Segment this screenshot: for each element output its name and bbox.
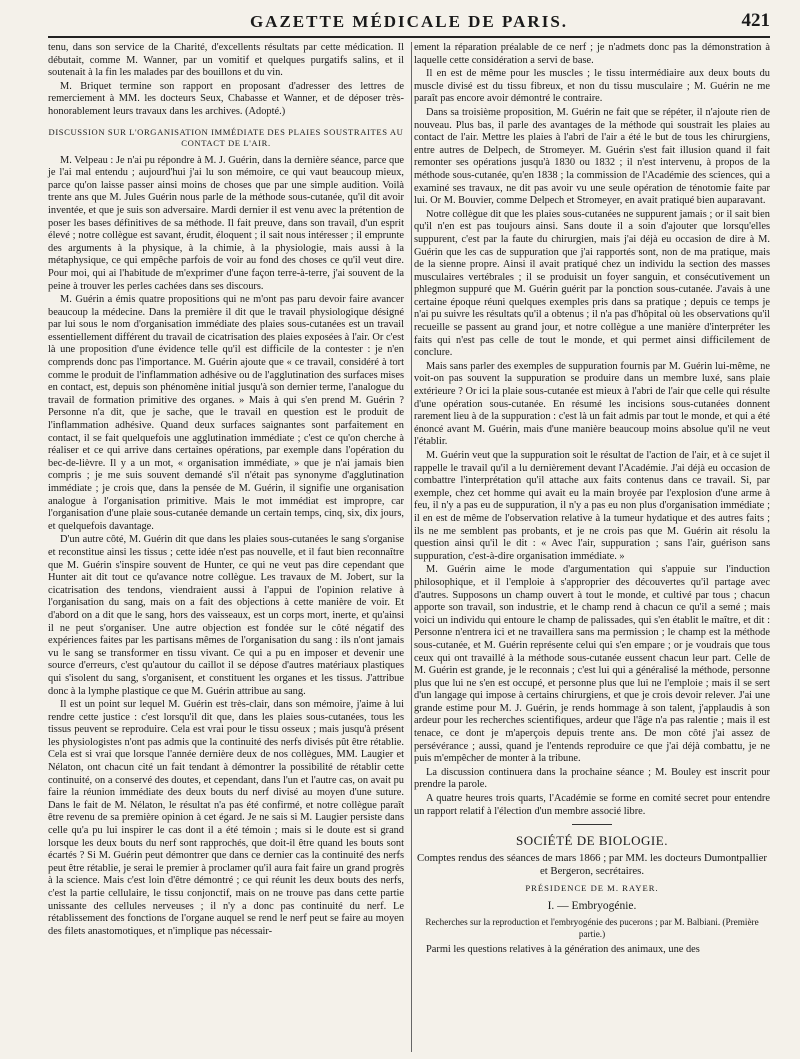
paragraph: A quatre heures trois quarts, l'Académie se forme en comité secret pour entendre un rapport relatif à l'élection d'un membre associé libre. [414, 793, 770, 817]
paragraph: La discussion continuera dans la prochaine séance ; M. Bouley est inscrit pour prendre la parole. [414, 766, 770, 791]
paragraph: M. Guérin aime le mode d'argumentation qui s'appuie sur l'induction philosophique, et il l'emploie à s'approprier des découvertes qu'il partage avec d'autres. Supposons un champ ouvert à tout le monde, et cultivé par tous ; chacun apporte son travail, son industrie, et le champ rend à chacun ce qu'il a semé ; mais voici un individu qui entoure le champ de palissades, qui s'en établit le maître, et dit : Personne n'entrera ici et ne travaillera sans ma permission ; le champ est la méthode sous-cutanée, et M. Guérin représente celui qui s'en empare ; or je voudrais que tous ceux qui ont travaillé à la méthode sous-cutanée eussent chacun leur part. Celle de M. Guérin est grande, je le reconnais ; c'est lui qui a généralisé la méthode, personne plus que lui ne s'en est occupé, et personne plus que lui ne l'emploie ; mais il se sert d'un langage qui impose à certains chirurgiens, et que je crois devoir relever. J'ai une grande estime pour M. J. Guérin, je rends hommage à son talent, j'applaudis à son ardeur pour les recherches scientifiques, ardeur que l'âge n'a pas ralentie ; mais il est tenace, ce dont je m'aperçois depuis trente ans. De mon côté j'ai assez de persévérance ; aussi, quand je l'entends reproduire ce que j'ai déjà combattu, je ne puis m'empêcher de monter à la tribune. [414, 564, 770, 765]
page-number: 421 [741, 10, 770, 31]
presidence-line: PRÉSIDENCE DE M. RAYER. [525, 882, 659, 893]
paragraph: Parmi les questions relatives à la génération des animaux, une des [426, 944, 700, 955]
chapter-heading: I. — Embryogénie. [547, 900, 637, 913]
paragraph: M. Guérin a émis quatre propositions qui ne m'ont pas paru devoir faire avancer beaucoup la médecine. Dans la première il dit que le travail physiologique désigné par lui sous le nom d'organisation immédiate des plaies sous-cutanées est un travail essentiellement différent du travail de cicatrisation des plaies exposées à l'air. Or c'est là une proposition d'une évidence telle qu'il est difficile de la contester : je n'en comprends donc pas l'importance. M. Guérin ajoute que « ce travail, considéré à tort comme le produit de l'inflammation adhésive ou de l'agglutination des surfaces mises en contact, est, depuis son phénomène initial jusqu'à son dernier terme, l'analogue du travail de formation primitive des organes. » Mais à qui s'en prend M. Guérin ? Personne n'a dit, que je sache, que le travail en question est le produit de l'inflammation adhésive. Quand deux surfaces saignantes sont parfaitement en contact, il se fait quelquefois une agglutination immédiate ; c'est ce qu'on cherche à réaliser et ce qui arrive dans certaines opérations, par exemple dans l'opération du bec-de-lièvre. Il y a un mot, « organisation immédiate, » que je n'ai jamais bien compris ; je me suis souvent demandé s'il n'était pas synonyme d'agglutination immédiate ; je crois que, dans la pensée de M. Guérin, il signifie une organisation analogue à l'organisation primitive. Mais le mot immédiat est impropre, car l'organisation d'une plaie sous-cutanée demande un certain temps, cinq, six, dix jours, et quelquefois davantage. [48, 294, 404, 532]
column-divider [411, 42, 412, 1052]
paragraph: Il est un point sur lequel M. Guérin est très-clair, dans son mémoire, j'aime à lui rendre cette justice : c'est lorsqu'il dit que, dans les plaies sous-cutanées, tous les tissus peuvent se reproduire. Cela est vrai pour le tissu osseux ; mais jusqu'à présent les physiologistes n'ont pas admis que la continuité des nerfs divisés pût être rétablie. Cela est si vrai que lorsque l'année dernière deux de nos collègues, MM. Laugier et Nélaton, ont chacun cité un fait tendant à démontrer la possibilité de rétablir cette continuité, on a conservé des doutes, et cependant, dans l'un et l'autre cas, on avait pu faire la réunion immédiate des deux bouts du nerf divisé au moyen d'une suture. Dans le fait de M. Nélaton, le résultat n'a pas été confirmé, et notre collègue paraît être revenu de sa première opinion à cet égard. Je ne sais si M. Laugier persiste dans celle qu'a pu lui inspirer le cas dont il a été témoin ; mais si le doute est si grand lorsque les deux bouts du nerf sont rapprochés, que doit-il être quand les bouts sont écartés ? Si M. Guérin peut démontrer que dans ce dernier cas la continuité des nerfs peut être rétablie, je serai le premier à proclamer qu'il aura fait faire un grand progrès à la science. Mais c'est loin d'être démontré ; ce qui réunit les deux bouts des nerfs, c'est la partie cellulaire, le tissu conjonctif, mais on ne trouve pas dans cette partie unissante des cellules nerveuses ; il n'y a donc pas continuité du nerf. Le rétablissement des fonctions de l'organe auquel se rend le nerf peut se faire au moyen des filets anastomotiques, et n'implique pas nécessair- [48, 699, 404, 937]
right-column [414, 42, 770, 958]
page-header [48, 6, 770, 38]
section-title: DISCUSSION SUR L'ORGANISATION IMMÉDIATE DES PLAIES SOUSTRAITES AU CONTACT DE L'AIR. [48, 126, 404, 148]
paragraph: D'un autre côté, M. Guérin dit que dans les plaies sous-cutanées le sang s'organise et reconstitue ainsi les tissus ; cette idée n'est pas nouvelle, et il faut bien reconnaître que M. Guérin s'inspire souvent de Hunter, ce qui ne veut pas dire cependant que Hunter ait dit tout ce qu'avance notre collègue. Les travaux de M. Jobert, sur la cicatrisation des tendons, viendraient aussi à l'appui de l'opinion relative à l'organisation du sang, mais on a fait des objections à cette manière de voir. Et d'abord on a dit que le sang, hors des vaisseaux, est un corps mort, inerte, et qu'ainsi il ne peut s'organiser. Une autre objection est fondée sur le côté négatif des expériences faites par les partisans mêmes de l'organisation du sang : ils n'ont jamais vu le sang se transformer en tissu vivant. Ce qui a pu en imposer et devenir une source d'erreurs, c'est qu'autour du caillot il se dépose d'autres matériaux plastiques qui s'isolent du sang, s'organisent, et constituent les organes et les tissus. J'attribue donc à la lymphe plastique ce que M. Guérin attribue au sang. [48, 534, 404, 697]
paragraph: M. Guérin veut que la suppuration soit le résultat de l'action de l'air, et à ce sujet il rappelle le travail qu'il a lu dernièrement devant l'Académie. J'ai déjà eu occasion de combattre l'interprétation qu'il attache aux faits contenus dans ce travail. Si, par exemple, chez cet homme qui avait eu la main broyée par l'explosion d'une arme à feu, il n'y a pas eu de suppuration, il n'y a pas eu non plus d'organisation immédiate ; il en est de même de l'observation relative à la tumeur hydatique et des autres faits ; ils ne me semblent pas probants, et je ne crois pas que M. Guérin ait résolu la question ainsi qu'il le dit : « Avec l'air, suppuration ; sans l'air, guérison sans suppuration, c'est-à-dire organisation immédiate. » [414, 450, 770, 562]
paragraph: Dans sa troisième proposition, M. Guérin ne fait que se répéter, il n'ajoute rien de nouveau. Plus bas, il parle des avantages de la méthode qui soustrait les plaies au contact de l'air. Mettre les plaies à l'abri de l'air a été le but de tous les chirurgiens, entre autres de Delpech, de Stromeyer. M. Guérin s'est fait illusion quand il fait remonter ses opérations jusqu'à 1830 ou 1832 ; il n'est intervenu, à propos de la méthode sous-cutanée, qu'en 1838 ; la commission de l'Académie des sciences, qui a examiné ses travaux, ne dit pas avoir vu une seule opération de ténotomie faite par lui. Or M. Bouvier, comme Delpech et Stromeyer, en avait pratiqué bien auparavant. [414, 106, 770, 207]
society-subtitle: Comptes rendus des séances de mars 1866 ; par MM. les docteurs Dumontpallier et Bergeron, secrétaires. [417, 851, 767, 877]
left-column [48, 42, 404, 958]
paragraph: Il en est de même pour les muscles ; le tissu intermédiaire aux deux bouts du muscle divisé est du tissu fibreux, et non du tissu musculaire ; M. Guérin ne me paraît pas encore avoir démontré le contraire. [414, 68, 770, 105]
paragraph: ement la réparation préalable de ce nerf ; je n'admets donc pas la démonstration à laquelle cette considération a servi de base. [414, 42, 770, 66]
research-title: Recherches sur la reproduction et l'embryogénie des pucerons ; par M. Balbiani. (Première partie.) [425, 917, 759, 939]
columns [48, 42, 770, 958]
paragraph: M. Velpeau : Je n'ai pu répondre à M. J. Guérin, dans la dernière séance, parce que je l'ai mal entendu ; aujourd'hui j'ai lu son mémoire, ce qui vaut beaucoup mieux, parce qu'on laisse passer ainsi moins de choses que par une simple audition. Voilà trente ans que M. Jules Guérin nous parle de la méthode sous-cutanée, qu'il dit avoir inventée, et que je suis son adversaire. Mardi dernier il est venu avec la prétention de poser les bases définitives de sa méthode. Il fait preuve, dans son travail, d'un esprit élevé ; notre collègue est savant, érudit, éloquent ; il sait nous intéresser ; il emprunte des arguments à la physique, à la chimie, à la physiologie, mais aussi à la métaphysique, ce qui empêche parfois de voir au fond des choses ce qu'il veut dire. Pour moi, qui ai l'habitude de m'exprimer d'une façon terre-à-terre, j'ai souvent de la peine à trouver les perles cachées dans ses discours. [48, 154, 404, 292]
paragraph: tenu, dans son service de la Charité, d'excellents résultats par cette médication. Il débutait, comme M. Wanner, par un vomitif et quelques purgatifs salins, et il soutenait à la fin les malades par des bouillons et du vin. [48, 42, 404, 79]
journal-title: GAZETTE MÉDICALE DE PARIS. [249, 12, 569, 31]
paragraph: M. Briquet termine son rapport en proposant d'adresser des lettres de remerciement à MM. les docteurs Seux, Chabasse et Wanner, et de déposer très-honorablement leurs travaux dans les archives. (Adopté.) [48, 80, 404, 117]
separator-rule [572, 824, 612, 825]
society-title: SOCIÉTÉ DE BIOLOGIE. [516, 833, 668, 849]
paragraph: Notre collègue dit que les plaies sous-cutanées ne suppurent jamais ; or il sait bien qu'il n'en est pas toujours ainsi. Sans doute il a soin d'ajouter que lorsqu'elles suppurent, c'est par la faute du chirurgien, mais j'ai déjà eu occasion de dire à M. Guérin que les cas de suppuration que j'ai rapportés sont, non de ma pratique, mais de la sienne propre. Ainsi il avait pratiqué chez un individu la section des masses musculaires vertébrales ; il se produisit un foyer sanguin, et consécutivement un phlegmon suppuré que M. Guérin guérit par la ponction sous-cutanée. J'avais à une certaine époque réuni quelques exemples pris dans sa pratique ; depuis ce temps je n'ai pu suivre les résultats qu'il a obtenus ; il n'a pas d'hôpital où les observations qu'il recueille se passent au grand jour, et notre collègue a une manière d'interpréter les faits qui n'est pas celle de tout le monde, et qui permet ainsi difficilement de conclure. [414, 208, 770, 359]
paragraph: Mais sans parler des exemples de suppuration fournis par M. Guérin lui-même, ne voit-on pas souvent la suppuration se produire dans un membre luxé, sans plaie extérieure ? Or ici la plaie sous-cutanée est mieux à l'abri de l'air que celle qui résulte d'une opération sous-cutanée. En résumé les incisions sous-cutanées donnent rarement lieu à de la suppuration : c'est là un fait admis par tout le monde, et qui a été énoncé avant M. Guérin, mais d'une manière beaucoup moins absolue qu'il ne veut l'établir. [414, 360, 770, 448]
